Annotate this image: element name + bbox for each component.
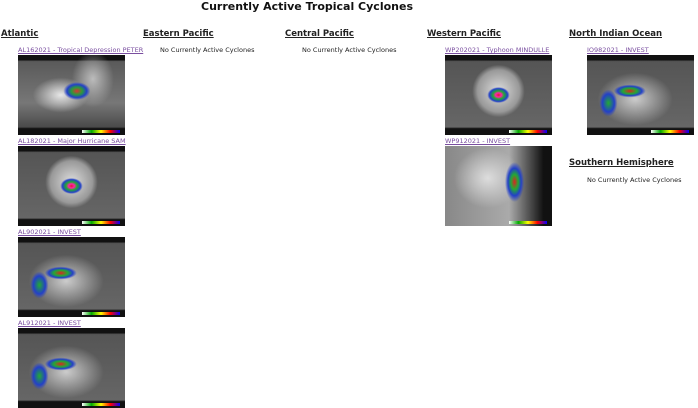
storm-image-wp202021[interactable] — [445, 55, 552, 135]
storm-image-wp912021[interactable] — [445, 146, 552, 226]
heading-eastern-pacific: Eastern Pacific — [143, 29, 214, 39]
no-cyclones-central-pacific: No Currently Active Cyclones — [302, 46, 397, 54]
heading-western-pacific: Western Pacific — [427, 29, 501, 39]
heading-southern-hemisphere: Southern Hemisphere — [569, 158, 674, 168]
no-cyclones-southern-hemisphere: No Currently Active Cyclones — [587, 176, 682, 184]
storm-image-al912021[interactable] — [18, 328, 125, 408]
storm-image-io982021[interactable] — [587, 55, 694, 135]
storm-link-al162021[interactable]: AL162021 - Tropical Depression PETER — [18, 46, 144, 54]
storm-image-al902021[interactable] — [18, 237, 125, 317]
storm-image-al182021[interactable] — [18, 146, 125, 226]
heading-atlantic: Atlantic — [1, 29, 39, 39]
storm-link-al902021[interactable]: AL902021 - INVEST — [18, 228, 81, 236]
page-title: Currently Active Tropical Cyclones — [201, 0, 413, 13]
heading-central-pacific: Central Pacific — [285, 29, 354, 39]
storm-image-al162021[interactable] — [18, 55, 125, 135]
no-cyclones-eastern-pacific: No Currently Active Cyclones — [160, 46, 255, 54]
storm-link-al912021[interactable]: AL912021 - INVEST — [18, 319, 81, 327]
storm-link-io982021[interactable]: IO982021 - INVEST — [587, 46, 649, 54]
heading-north-indian-ocean: North Indian Ocean — [569, 29, 662, 39]
storm-link-wp912021[interactable]: WP912021 - INVEST — [445, 137, 511, 145]
storm-link-al182021[interactable]: AL182021 - Major Hurricane SAM — [18, 137, 126, 145]
storm-link-wp202021[interactable]: WP202021 - Typhoon MINDULLE — [445, 46, 550, 54]
